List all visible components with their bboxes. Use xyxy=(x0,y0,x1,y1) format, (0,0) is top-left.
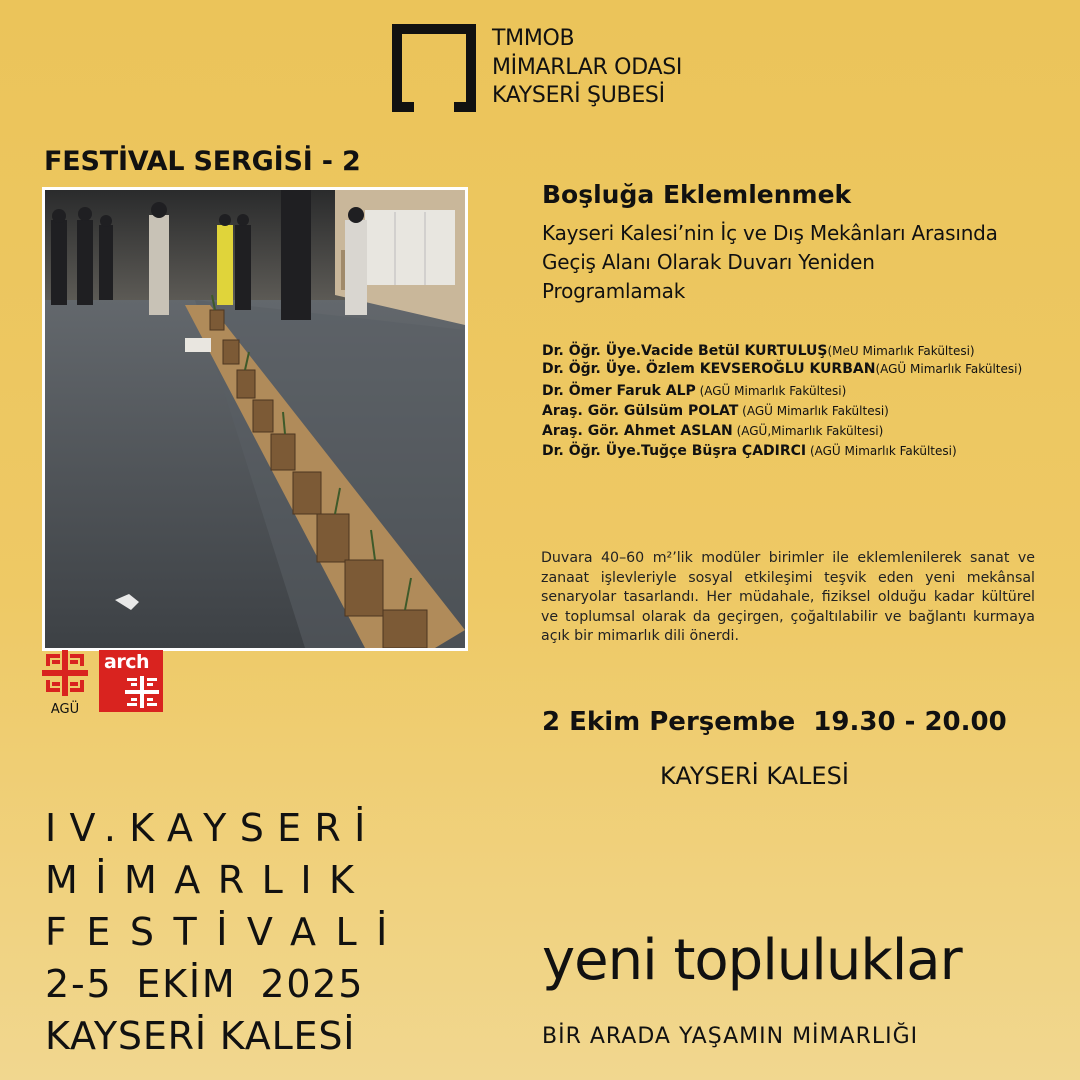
project-subtitle: Kayseri Kalesi’nin İç ve Dış Mekânları Arasında Geçiş Alanı Olarak Duvarı Yeniden Programlamak xyxy=(542,221,998,303)
festival-line-1: IV.KAYSERİ xyxy=(45,806,379,850)
festival-line-2: MİMARLIK xyxy=(45,858,372,902)
credits-list xyxy=(542,341,1042,461)
festival-line-3: FESTİVALİ xyxy=(45,910,407,954)
tmmob-bracket-logo-icon xyxy=(392,24,476,112)
credit-item xyxy=(542,401,1042,421)
org-name-line3: KAYSERİ ŞUBESİ xyxy=(492,83,665,108)
arch-logo xyxy=(99,650,163,712)
credit-affiliation: (AGÜ Mimarlık Fakültesi) xyxy=(806,444,957,458)
agu-label: AGÜ xyxy=(50,702,80,717)
credit-item xyxy=(542,341,1042,361)
credit-item xyxy=(542,361,1032,378)
exhibit-title: FESTİVAL SERGİSİ - 2 xyxy=(44,146,361,177)
credit-name: Dr. Öğr. Üye.Tuğçe Büşra ÇADIRCI xyxy=(542,443,807,459)
festival-slogan: yeni topluluklar xyxy=(542,928,962,993)
credit-item xyxy=(542,441,1042,461)
festival-dates: 2-5 EKİM 2025 xyxy=(45,962,365,1006)
org-name-line2: MİMARLAR ODASI xyxy=(492,55,683,80)
project-title: Boşluğa Eklemlenmek xyxy=(542,180,852,209)
arch-emblem-icon xyxy=(125,676,159,708)
credit-name: Dr. Ömer Faruk ALP xyxy=(542,383,696,399)
credit-name: Dr. Öğr. Üye.Vacide Betül KURTULUŞ xyxy=(542,343,828,359)
credit-item xyxy=(542,381,1042,401)
credit-affiliation: (AGÜ,Mimarlık Fakültesi) xyxy=(732,424,884,438)
credit-name: Araş. Gör. Gülsüm POLAT xyxy=(542,403,739,419)
arch-label: arch xyxy=(104,651,149,673)
credit-affiliation: (AGÜ Mimarlık Fakültesi) xyxy=(695,384,847,398)
credit-affiliation: (MeU Mimarlık Fakültesi) xyxy=(827,344,975,358)
event-date-time: 2 Ekim Perşembe 19.30 - 20.00 xyxy=(542,707,1007,737)
agu-logo xyxy=(42,650,88,717)
credit-affiliation: (AGÜ Mimarlık Fakültesi) xyxy=(875,362,1023,376)
credit-name: Araş. Gör. Ahmet ASLAN xyxy=(542,423,733,439)
exhibition-photo xyxy=(42,187,468,651)
festival-venue: KAYSERİ KALESİ xyxy=(45,1014,356,1058)
agu-emblem-icon xyxy=(42,650,88,696)
org-name-line1: TMMOB xyxy=(492,26,575,51)
credit-affiliation: (AGÜ Mimarlık Fakültesi) xyxy=(738,404,889,418)
event-location: KAYSERİ KALESİ xyxy=(660,762,849,790)
credit-item xyxy=(542,421,1042,441)
festival-subslogan: BİR ARADA YAŞAMIN MİMARLIĞI xyxy=(542,1024,919,1049)
project-description: Duvara 40–60 m²’lik modüler birimler ile eklemlenilerek sanat ve zanaat işlevleriyle sosyal etkileşimi teşvik eden yeni mekânsal senaryolar tasarlandı. Her müdahale, fiziksel olduğu kadar kültürel ve toplumsal olarak da geçirgen, çoğaltılabilir ve bağlantı kurmaya açık bir mimarlık dili önerdi. xyxy=(541,550,1035,644)
credit-name: Dr. Öğr. Üye. Özlem KEVSEROĞLU KURBAN xyxy=(542,361,876,377)
